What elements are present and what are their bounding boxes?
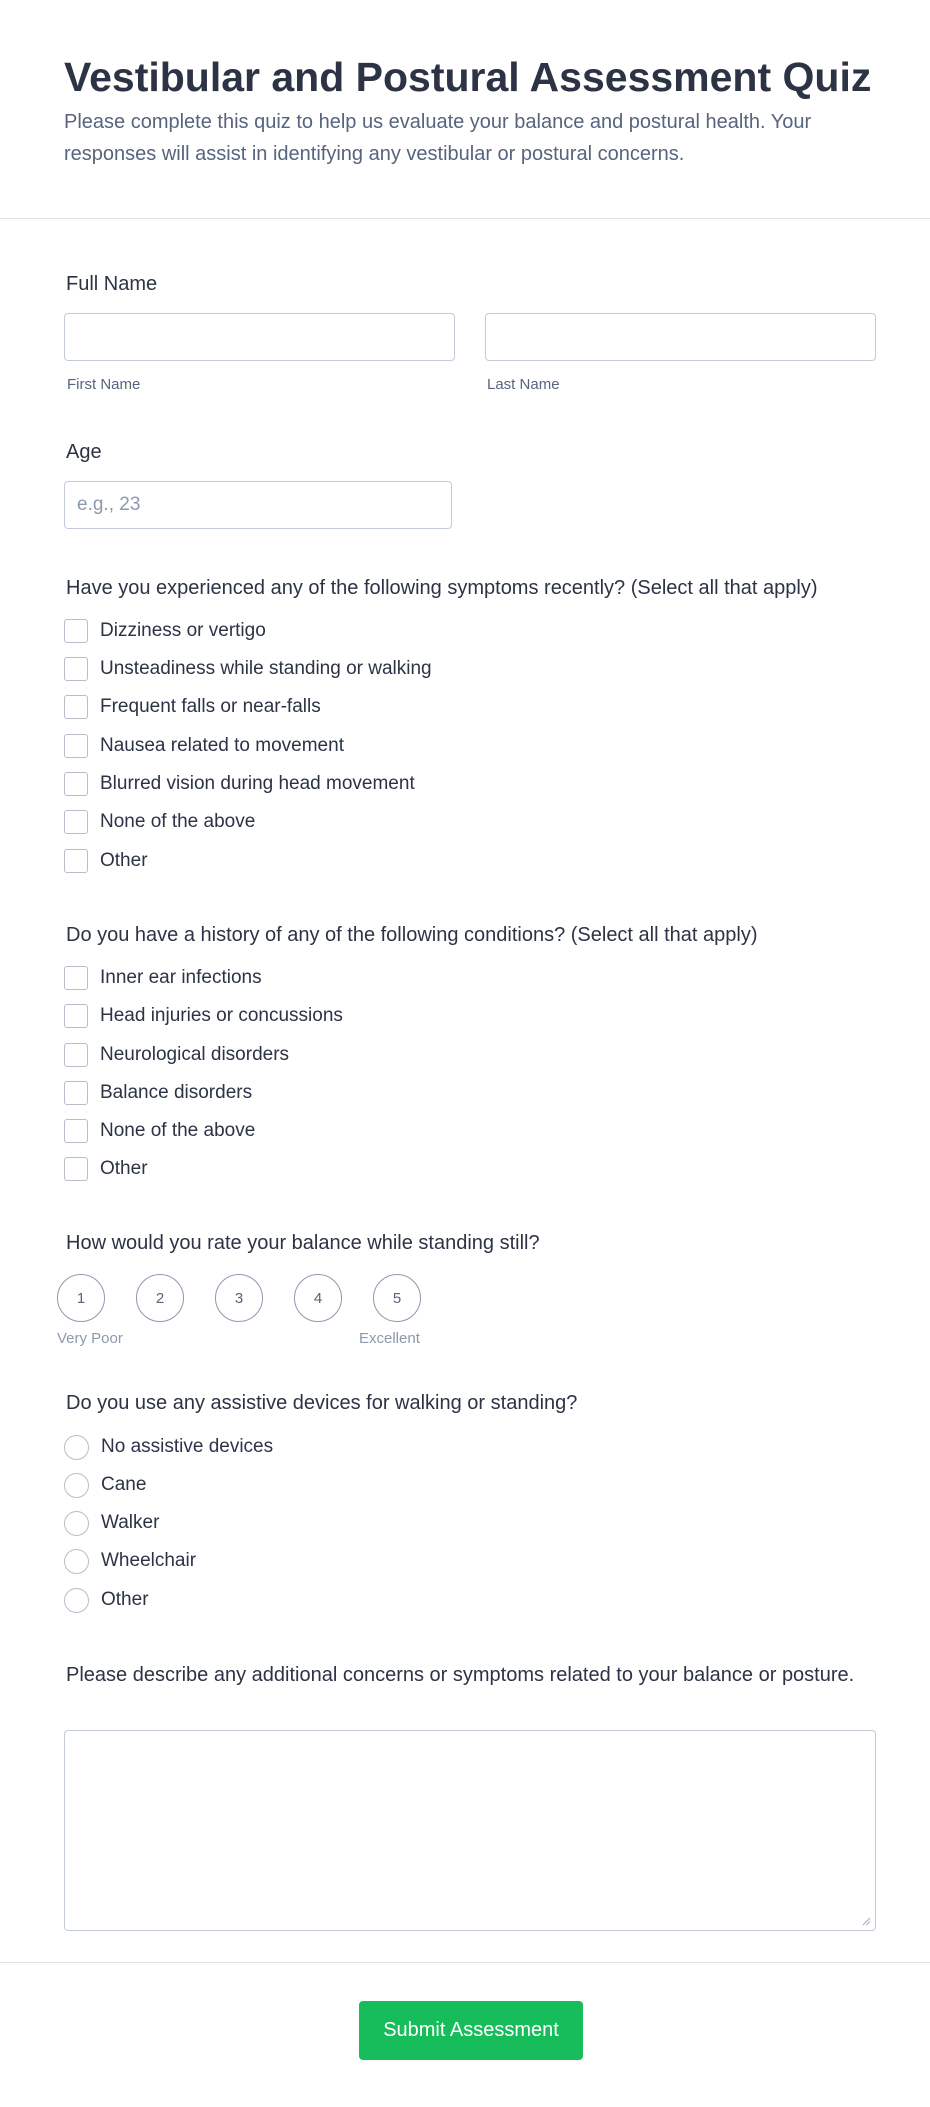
history-option[interactable] xyxy=(64,1003,343,1029)
symptom-checkbox[interactable] xyxy=(64,810,88,834)
assistive-device-radio[interactable] xyxy=(64,1549,89,1574)
history-checkbox[interactable] xyxy=(64,1043,88,1067)
history-option-label: Inner ear infections xyxy=(100,967,262,988)
history-option[interactable] xyxy=(64,965,262,991)
rating-max-caption: Excellent xyxy=(359,1330,420,1347)
assistive-device-option[interactable] xyxy=(64,1472,146,1498)
history-checkbox[interactable] xyxy=(64,1004,88,1028)
symptom-checkbox[interactable] xyxy=(64,849,88,873)
form-footer xyxy=(0,1962,930,2107)
submit-button[interactable]: Submit Assessment xyxy=(359,2001,583,2060)
assistive-device-radio[interactable] xyxy=(64,1511,89,1536)
assistive-devices-label: Do you use any assistive devices for walking or standing? xyxy=(66,1392,578,1414)
history-checkbox[interactable] xyxy=(64,1119,88,1143)
symptom-option[interactable] xyxy=(64,809,255,835)
rating-option-2[interactable]: 2 xyxy=(136,1274,184,1322)
page-title: Vestibular and Postural Assessment Quiz xyxy=(64,54,872,100)
history-option-label: Other xyxy=(100,1158,148,1179)
history-checkbox[interactable] xyxy=(64,1081,88,1105)
age-input[interactable] xyxy=(64,481,452,529)
assistive-device-option[interactable] xyxy=(64,1510,159,1536)
symptom-option[interactable] xyxy=(64,618,266,644)
resize-handle-icon[interactable] xyxy=(861,1916,871,1926)
symptom-option-label: None of the above xyxy=(100,811,256,832)
full-name-label: Full Name xyxy=(66,273,158,295)
history-option[interactable] xyxy=(64,1042,289,1068)
symptom-option[interactable] xyxy=(64,656,432,682)
last-name-sublabel: Last Name xyxy=(487,376,560,393)
form-header xyxy=(0,0,930,219)
symptom-option-label: Nausea related to movement xyxy=(100,735,344,756)
first-name-input[interactable] xyxy=(64,313,455,361)
history-option-label: Head injuries or concussions xyxy=(100,1005,343,1026)
assistive-device-option-label: No assistive devices xyxy=(101,1436,274,1457)
rating-option-1[interactable]: 1 xyxy=(57,1274,105,1322)
symptom-option-label: Dizziness or vertigo xyxy=(100,620,266,641)
history-option-label: Neurological disorders xyxy=(100,1044,290,1065)
history-checkbox[interactable] xyxy=(64,966,88,990)
assistive-device-option[interactable] xyxy=(64,1434,273,1460)
assistive-device-option-label: Cane xyxy=(101,1474,147,1495)
symptom-option-label: Unsteadiness while standing or walking xyxy=(100,658,432,679)
assistive-device-radio[interactable] xyxy=(64,1435,89,1460)
symptom-option[interactable] xyxy=(64,733,344,759)
symptom-checkbox[interactable] xyxy=(64,734,88,758)
rating-min-caption: Very Poor xyxy=(57,1330,123,1347)
rating-option-4[interactable]: 4 xyxy=(294,1274,342,1322)
symptom-option[interactable] xyxy=(64,848,148,874)
assistive-device-radio[interactable] xyxy=(64,1588,89,1613)
history-option[interactable] xyxy=(64,1118,255,1144)
symptom-option-label: Other xyxy=(100,850,148,871)
symptom-checkbox[interactable] xyxy=(64,657,88,681)
assistive-device-option[interactable] xyxy=(64,1587,149,1613)
history-option[interactable] xyxy=(64,1080,252,1106)
page-subtitle: Please complete this quiz to help us evaluate your balance and postural health. Your responses will assist in identifying any vestibular or postural concerns. xyxy=(64,111,812,165)
symptom-option[interactable] xyxy=(64,694,321,720)
concerns-label: Please describe any additional concerns or symptoms related to your balance or posture. xyxy=(66,1664,855,1686)
history-label: Do you have a history of any of the following conditions? (Select all that apply) xyxy=(66,924,758,946)
assistive-device-option[interactable] xyxy=(64,1548,196,1574)
last-name-input[interactable] xyxy=(485,313,876,361)
symptom-option-label: Frequent falls or near-falls xyxy=(100,696,321,717)
balance-rating-label: How would you rate your balance while standing still? xyxy=(66,1232,540,1254)
assistive-device-option-label: Walker xyxy=(101,1512,160,1533)
rating-option-3[interactable]: 3 xyxy=(215,1274,263,1322)
history-option[interactable] xyxy=(64,1156,148,1182)
symptom-checkbox[interactable] xyxy=(64,772,88,796)
symptom-option-label: Blurred vision during head movement xyxy=(100,773,415,794)
concerns-textarea[interactable] xyxy=(64,1730,876,1931)
age-label: Age xyxy=(66,441,102,463)
assistive-device-radio[interactable] xyxy=(64,1473,89,1498)
symptom-option[interactable] xyxy=(64,771,415,797)
history-option-label: None of the above xyxy=(100,1120,256,1141)
symptom-checkbox[interactable] xyxy=(64,695,88,719)
symptom-checkbox[interactable] xyxy=(64,619,88,643)
symptoms-label: Have you experienced any of the following symptoms recently? (Select all that apply) xyxy=(66,577,818,599)
first-name-sublabel: First Name xyxy=(67,376,141,393)
rating-option-5[interactable]: 5 xyxy=(373,1274,421,1322)
history-checkbox[interactable] xyxy=(64,1157,88,1181)
assistive-device-option-label: Other xyxy=(101,1589,149,1610)
history-option-label: Balance disorders xyxy=(100,1082,253,1103)
assistive-device-option-label: Wheelchair xyxy=(101,1550,197,1571)
